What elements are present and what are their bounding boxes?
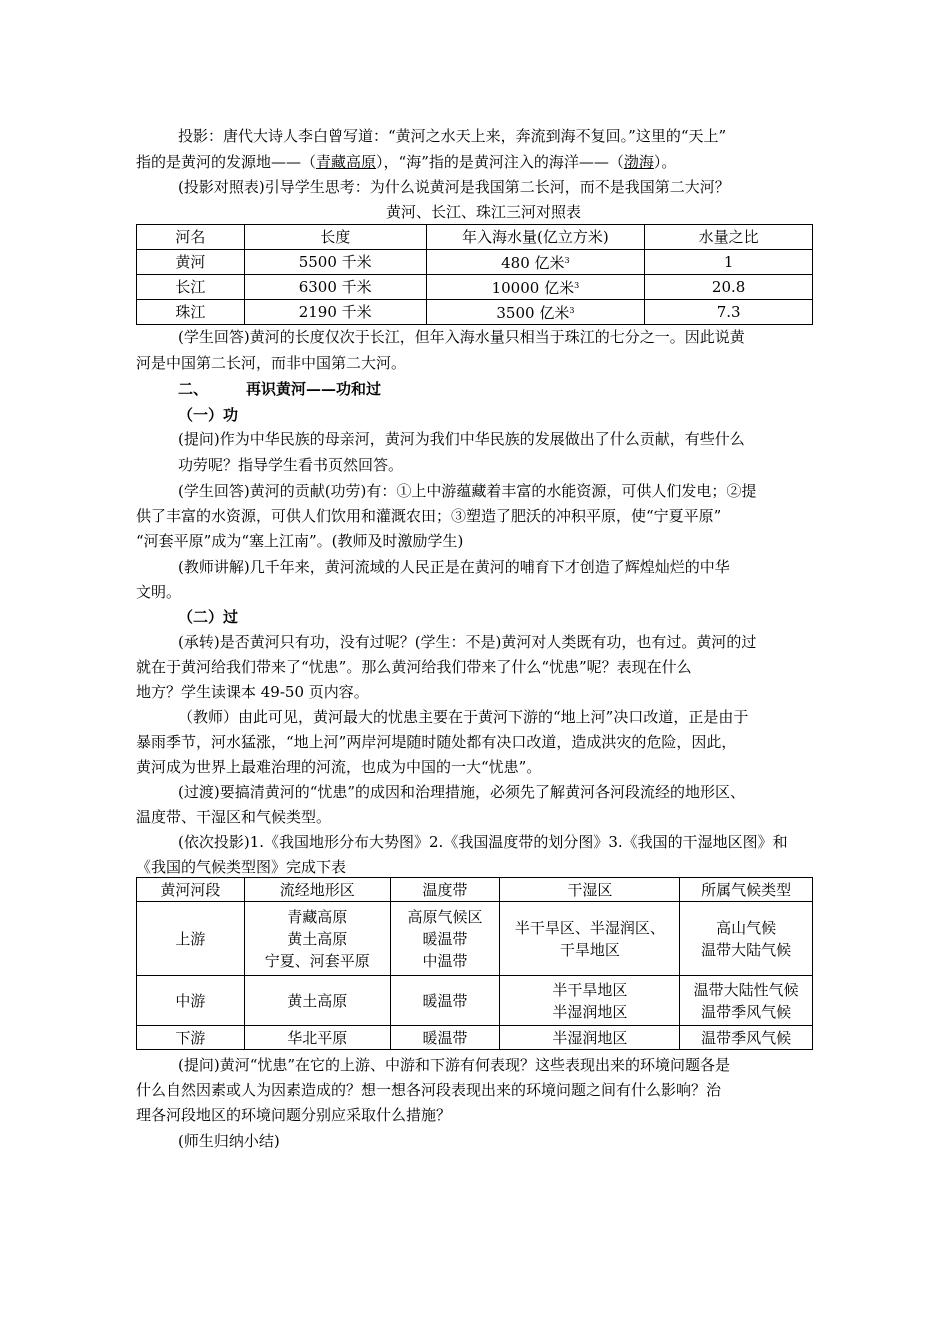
para-bridge-line2: 温度带、干湿区和气候类型。: [136, 808, 332, 826]
para-question-line2: 功劳呢？指导学生看书页然回答。: [178, 456, 404, 474]
temperature-cell: 高原气候区 暖温带 中温带: [390, 902, 500, 976]
para-transition-line1: (承转)是否黄河只有功，没有过呢？(学生：不是)黄河对人类既有功，也有过。黄河的过: [178, 633, 757, 651]
header-river-name: 河名: [137, 225, 245, 250]
header-length: 长度: [244, 225, 426, 250]
yellow-river-segments-table: [136, 877, 813, 1050]
para-teacher-line1: （教师）由此可见，黄河最大的忧患主要在于黄河下游的“地上河”决口改道，正是由于: [178, 708, 749, 726]
para-projection-line1: 投影：唐代大诗人李白曾写道：“黄河之水天上来，奔流到海不复回。”这里的“天上”: [178, 127, 727, 145]
river-ratio: 1: [645, 250, 813, 275]
river-name: 珠江: [137, 300, 245, 325]
segment-cell: 中游: [137, 976, 245, 1026]
table-header-row: [137, 878, 813, 902]
table-row: [137, 275, 813, 300]
terrain-cell: 华北平原: [244, 1026, 390, 1050]
answer-bohai-sea: 渤海: [623, 153, 654, 171]
table-row: [137, 300, 813, 325]
para-bridge-line1: (过渡)要搞清黄河的“忧患”的成因和治理措施，必须先了解黄河各河段流经的地形区、: [178, 783, 746, 801]
dry-wet-cell: 半干旱区、半湿润区、 干旱地区: [500, 902, 680, 976]
section-number: 二、: [178, 380, 209, 398]
terrain-cell: 黄土高原: [244, 976, 390, 1026]
river-flow: 480 亿米$^3$: [426, 250, 645, 275]
para-teacher-line3: 黄河成为世界上最难治理的河流，也成为中国的一大“忧患”。: [136, 758, 542, 776]
temperature-cell: 暖温带: [390, 976, 500, 1026]
table-row: [137, 250, 813, 275]
para-transition-line3: 地方？学生读课本 49-50 页内容。: [136, 683, 369, 701]
para-contribution-line2: 供了丰富的水资源，可供人们饮用和灌溉农田；③塑造了肥沃的冲积平原，使“宁夏平原”: [136, 507, 722, 525]
river-flow: 3500 亿米$^3$: [426, 300, 645, 325]
section-title: 再识黄河——功和过: [246, 380, 382, 398]
segment-cell: 下游: [137, 1026, 245, 1050]
header-terrain: 流经地形区: [244, 878, 390, 902]
river-name: 长江: [137, 275, 245, 300]
header-segment: 黄河河段: [137, 878, 245, 902]
table1-caption: 黄河、长江、珠江三河对照表: [386, 203, 582, 221]
climate-cell: 温带大陆性气候 温带季风气候: [680, 976, 813, 1026]
para-teacher-explain-line2: 文明。: [136, 583, 182, 601]
para-final-question-line2: 什么自然因素或人为因素造成的？想一想各河段表现出来的环境问题之间有什么影响？治: [136, 1081, 722, 1099]
para-contribution-line1: (学生回答)黄河的贡献(功劳)有：①上中游蕴藏着丰富的水能资源，可供人们发电；②提: [178, 482, 757, 500]
river-length: 6300 千米: [244, 275, 426, 300]
header-flow-ratio: 水量之比: [645, 225, 813, 250]
para-projection-line2: 指的是黄河的发源地——（青藏高原），“海”指的是黄河注入的海洋——（渤海）。: [136, 153, 677, 171]
table-row-lower: [137, 1026, 813, 1050]
header-temperature-zone: 温度带: [390, 878, 500, 902]
table-row-upper: [137, 902, 813, 976]
subsection-fault: （二）过: [178, 608, 239, 626]
temperature-cell: 暖温带: [390, 1026, 500, 1050]
segment-cell: 上游: [137, 902, 245, 976]
climate-cell: 温带季风气候: [680, 1026, 813, 1050]
para-contribution-line3: “河套平原”成为“塞上江南”。(教师及时激励学生): [136, 532, 464, 550]
para-question-line1: (提问)作为中华民族的母亲河，黄河为我们中华民族的发展做出了什么贡献，有些什么: [178, 430, 745, 448]
river-length: 5500 千米: [244, 250, 426, 275]
answer-qingzang-plateau: 青藏高原: [316, 153, 377, 171]
table-header-row: [137, 225, 813, 250]
para-final-question-line3: 理各河段地区的环境问题分别应采取什么措施？: [136, 1106, 452, 1124]
river-name: 黄河: [137, 250, 245, 275]
river-length: 2190 千米: [244, 300, 426, 325]
header-dry-wet-zone: 干湿区: [500, 878, 680, 902]
header-annual-flow: 年入海水量(亿立方米): [426, 225, 645, 250]
para-teacher-explain-line1: (教师讲解)几千年来，黄河流域的人民正是在黄河的哺育下才创造了辉煌灿烂的中华: [178, 558, 730, 576]
subsection-merit: （一）功: [178, 406, 239, 424]
dry-wet-cell: 半干旱地区 半湿润地区: [500, 976, 680, 1026]
header-climate-type: 所属气候类型: [680, 878, 813, 902]
table-row-middle: [137, 976, 813, 1026]
para-summary: (师生归纳小结): [178, 1132, 280, 1150]
para-final-question-line1: (提问)黄河“忧患”在它的上游、中游和下游有何表现？这些表现出来的环境问题各是: [178, 1056, 731, 1074]
para-student-answer-line1: (学生回答)黄河的长度仅次于长江，但年入海水量只相当于珠江的七分之一。因此说黄: [178, 328, 745, 346]
para-teacher-line2: 暴雨季节，河水猛涨，“地上河”两岸河堤随时随处都有决口改道，造成洪灾的危险，因此，: [136, 733, 737, 751]
para-guide-question: (投影对照表)引导学生思考：为什么说黄河是我国第二长河，而不是我国第二大河？: [178, 178, 730, 196]
climate-cell: 高山气候 温带大陆气候: [680, 902, 813, 976]
river-flow: 10000 亿米$^3$: [426, 275, 645, 300]
rivers-comparison-table: [136, 224, 813, 325]
terrain-cell: 青藏高原 黄土高原 宁夏、河套平原: [244, 902, 390, 976]
river-ratio: 20.8: [645, 275, 813, 300]
dry-wet-cell: 半湿润地区: [500, 1026, 680, 1050]
para-transition-line2: 就在于黄河给我们带来了“忧患”。那么黄河给我们带来了什么“忧患”呢？表现在什么: [136, 658, 692, 676]
para-projection-maps-line1: (依次投影)1.《我国地形分布大势图》2.《我国温度带的划分图》3.《我国的干湿地区图》和: [178, 833, 788, 851]
river-ratio: 7.3: [645, 300, 813, 325]
para-projection-maps-line2: 《我国的气候类型图》完成下表: [136, 858, 347, 876]
para-student-answer-line2: 河是中国第二长河，而非中国第二大河。: [136, 354, 407, 372]
